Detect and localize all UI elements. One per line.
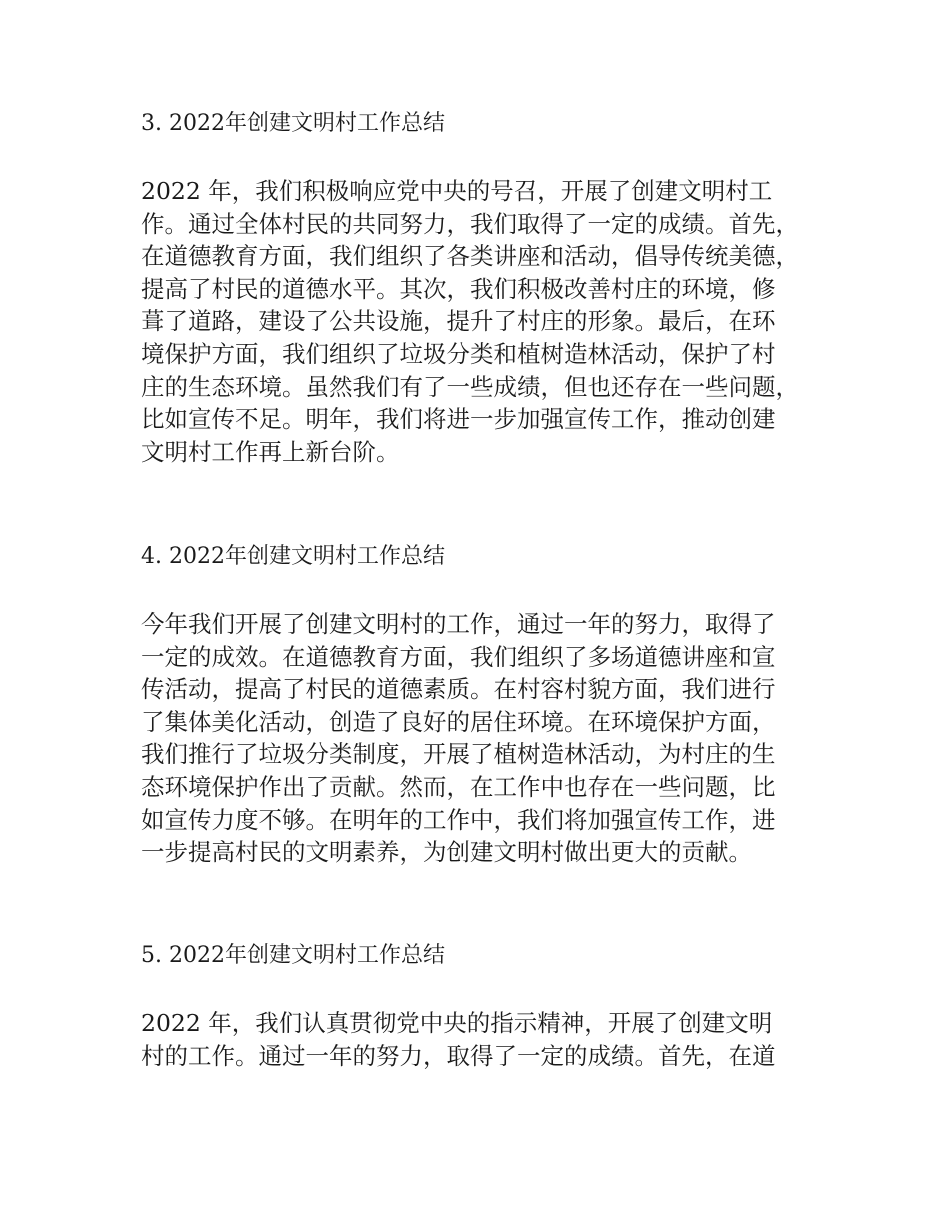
section-paragraph	[141, 608, 831, 869]
paragraph-line: 传活动，提高了村民的道德素质。在村容村貌方面，我们进行	[141, 675, 776, 704]
paragraph-line: 村的工作。通过一年的努力，取得了一定的成绩。首先，在道	[141, 1041, 776, 1070]
section-paragraph	[141, 1007, 831, 1072]
paragraph-line: 比如宣传不足。明年，我们将进一步加强宣传工作，推动创建	[141, 405, 776, 434]
section-heading: 5. 2022年创建文明村工作总结	[141, 943, 445, 968]
paragraph-line: 葺了道路，建设了公共设施，提升了村庄的形象。最后，在环	[141, 307, 776, 336]
paragraph-line: 庄的生态环境。虽然我们有了一些成绩，但也还存在一些问题，	[141, 372, 799, 401]
section-paragraph	[141, 175, 831, 468]
paragraph-line: 态环境保护作出了贡献。然而，在工作中也存在一些问题，比	[141, 772, 776, 801]
paragraph-line: 文明村工作再上新台阶。	[141, 437, 400, 466]
paragraph-line: 一步提高村民的文明素养，为创建文明村做出更大的贡献。	[141, 838, 752, 867]
section-heading: 3. 2022年创建文明村工作总结	[141, 111, 445, 136]
paragraph-line: 了集体美化活动，创造了良好的居住环境。在环境保护方面，	[141, 707, 776, 736]
paragraph-line: 作。通过全体村民的共同努力，我们取得了一定的成绩。首先，	[141, 209, 799, 238]
paragraph-line: 我们推行了垃圾分类制度，开展了植树造林活动，为村庄的生	[141, 740, 776, 769]
paragraph-line: 2022 年，我们积极响应党中央的号召，开展了创建文明村工	[141, 177, 773, 205]
paragraph-line: 今年我们开展了创建文明村的工作，通过一年的努力，取得了	[141, 610, 776, 638]
paragraph-line: 如宣传力度不够。在明年的工作中，我们将加强宣传工作，进	[141, 805, 776, 834]
paragraph-line: 在道德教育方面，我们组织了各类讲座和活动，倡导传统美德，	[141, 242, 799, 271]
paragraph-line: 一定的成效。在道德教育方面，我们组织了多场道德讲座和宣	[141, 642, 776, 671]
paragraph-line: 提高了村民的道德水平。其次，我们积极改善村庄的环境，修	[141, 274, 776, 303]
paragraph-line: 境保护方面，我们组织了垃圾分类和植树造林活动，保护了村	[141, 339, 776, 368]
section-heading: 4. 2022年创建文明村工作总结	[141, 544, 445, 569]
paragraph-line: 2022 年，我们认真贯彻党中央的指示精神，开展了创建文明	[141, 1009, 773, 1037]
